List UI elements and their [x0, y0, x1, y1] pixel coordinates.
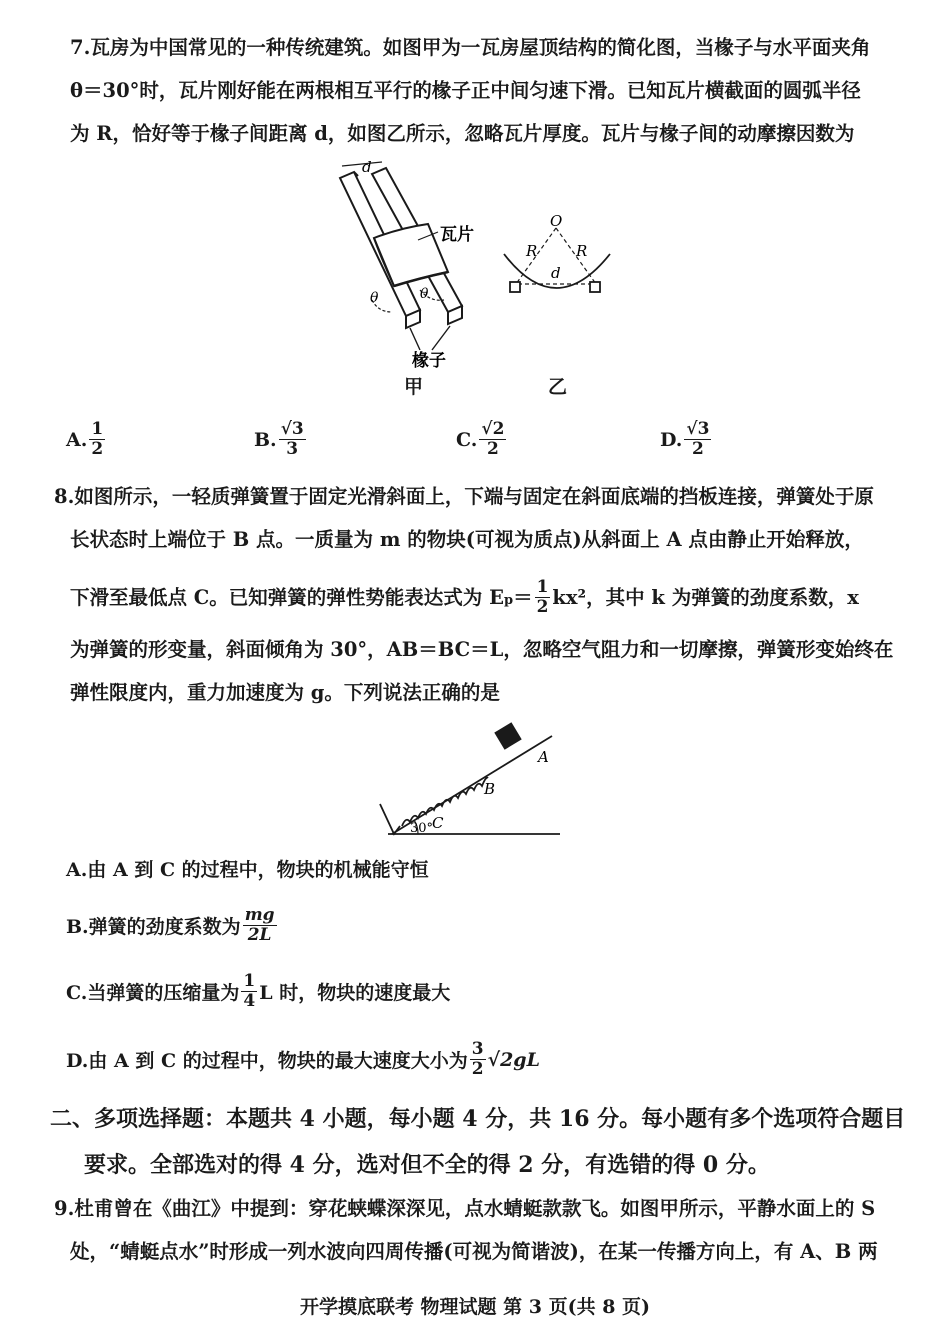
spring: [402, 778, 488, 826]
q7-line-2: θ＝30°时，瓦片刚好能在两根相互平行的椽子正中间匀速下滑。已知瓦片横截面的圆弧半径: [70, 79, 861, 102]
label-B: B: [484, 780, 496, 798]
label-chuanzi: 椽子: [412, 351, 446, 370]
label-O: O: [550, 212, 563, 230]
q8-line-1: 8.如图所示，一轻质弹簧置于固定光滑斜面上，下端与固定在斜面底端的挡板连接，弹簧处于原: [54, 485, 874, 508]
q7-option-d[interactable]: D. $\frac{√3}{2}$: [660, 419, 710, 459]
q7-line-1: 7.瓦房为中国常见的一种传统建筑。如图甲为一瓦房屋顶结构的简化图，当椽子与水平面夹角: [70, 36, 871, 59]
q7-figure-yi: [500, 212, 620, 302]
q8-option-c[interactable]: C.当弹簧的压缩量为 $\frac{1}{4}$ L 时，物块的速度最大: [66, 971, 451, 1011]
rafter-square-left: [510, 282, 520, 292]
q8-line-5: 弹性限度内，重力加速度为 g。下列说法正确的是: [70, 681, 500, 704]
q7-option-c[interactable]: C. $\frac{√2}{2}$: [456, 419, 505, 459]
fig-caption-jia: 甲: [404, 376, 424, 398]
stop-plate: [380, 804, 400, 834]
q8-option-d[interactable]: D.由 A 到 C 的过程中，物块的最大速度大小为 $\frac{3}{2}$ √2gL: [66, 1039, 540, 1079]
label-theta-1: θ: [370, 290, 379, 306]
q7-figure-jia: [320, 160, 490, 370]
q8-line-2: 长状态时上端位于 B 点。一质量为 m 的物块(可视为质点)从斜面上 A 点由静止开始释放，: [70, 528, 864, 551]
q8-option-a[interactable]: A.由 A 到 C 的过程中，物块的机械能守恒: [66, 859, 429, 881]
q8-incline-figure: [370, 718, 570, 842]
q8-option-b[interactable]: B.弹簧的劲度系数为 $\frac{mg}{2L}$: [66, 905, 275, 945]
q7-option-b[interactable]: B. $\frac{√3}{3}$: [254, 419, 304, 459]
label-R-right: R: [576, 242, 588, 260]
label-30deg: 30°: [410, 821, 434, 836]
section-2-heading-line-2: 要求。全部选对的得 4 分，选对但不全的得 2 分，有选错的得 0 分。: [84, 1152, 770, 1178]
page-footer: 开学摸底联考 物理试题 第 3 页(共 8 页): [299, 1296, 651, 1318]
q8-line-4: 为弹簧的形变量，斜面倾角为 30°，AB＝BC＝L，忽略空气阻力和一切摩擦，弹簧形变始终在: [70, 638, 894, 661]
q9-line-2: 处，“蜻蜓点水”时形成一列水波向四周传播(可视为简谐波)，在某一传播方向上，有 A、B 两: [70, 1240, 878, 1263]
label-d: d: [362, 160, 372, 176]
section-2-heading-line-1: 二、多项选择题：本题共 4 小题，每小题 4 分，共 16 分。每小题有多个选项符合题目: [50, 1106, 906, 1132]
fig-caption-yi: 乙: [548, 376, 568, 398]
block-A: [494, 722, 521, 749]
incline-line: [392, 736, 552, 834]
label-R-left: R: [526, 242, 538, 260]
q9-line-1: 9.杜甫曾在《曲江》中提到：穿花蛱蝶深深见，点水蜻蜓款款飞。如图甲所示，平静水面上的 S: [54, 1197, 876, 1220]
label-C: C: [432, 814, 444, 832]
rafter-square-right: [590, 282, 600, 292]
q7-option-a[interactable]: A. $\frac{1}{2}$: [66, 419, 104, 459]
label-wapian: 瓦片: [440, 225, 474, 245]
q7-line-3: 为 R，恰好等于椽子间距离 d，如图乙所示，忽略瓦片厚度。瓦片与椽子间的动摩擦因数为: [70, 122, 855, 145]
label-theta-2: θ: [420, 286, 429, 302]
q8-line-3: 下滑至最低点 C。已知弹簧的弹性势能表达式为 E p ＝ $\frac{1}{2}$ kx²，其中 k 为弹簧的劲度系数，x: [70, 577, 859, 617]
label-A: A: [538, 748, 549, 766]
label-d-yi: d: [551, 264, 561, 282]
